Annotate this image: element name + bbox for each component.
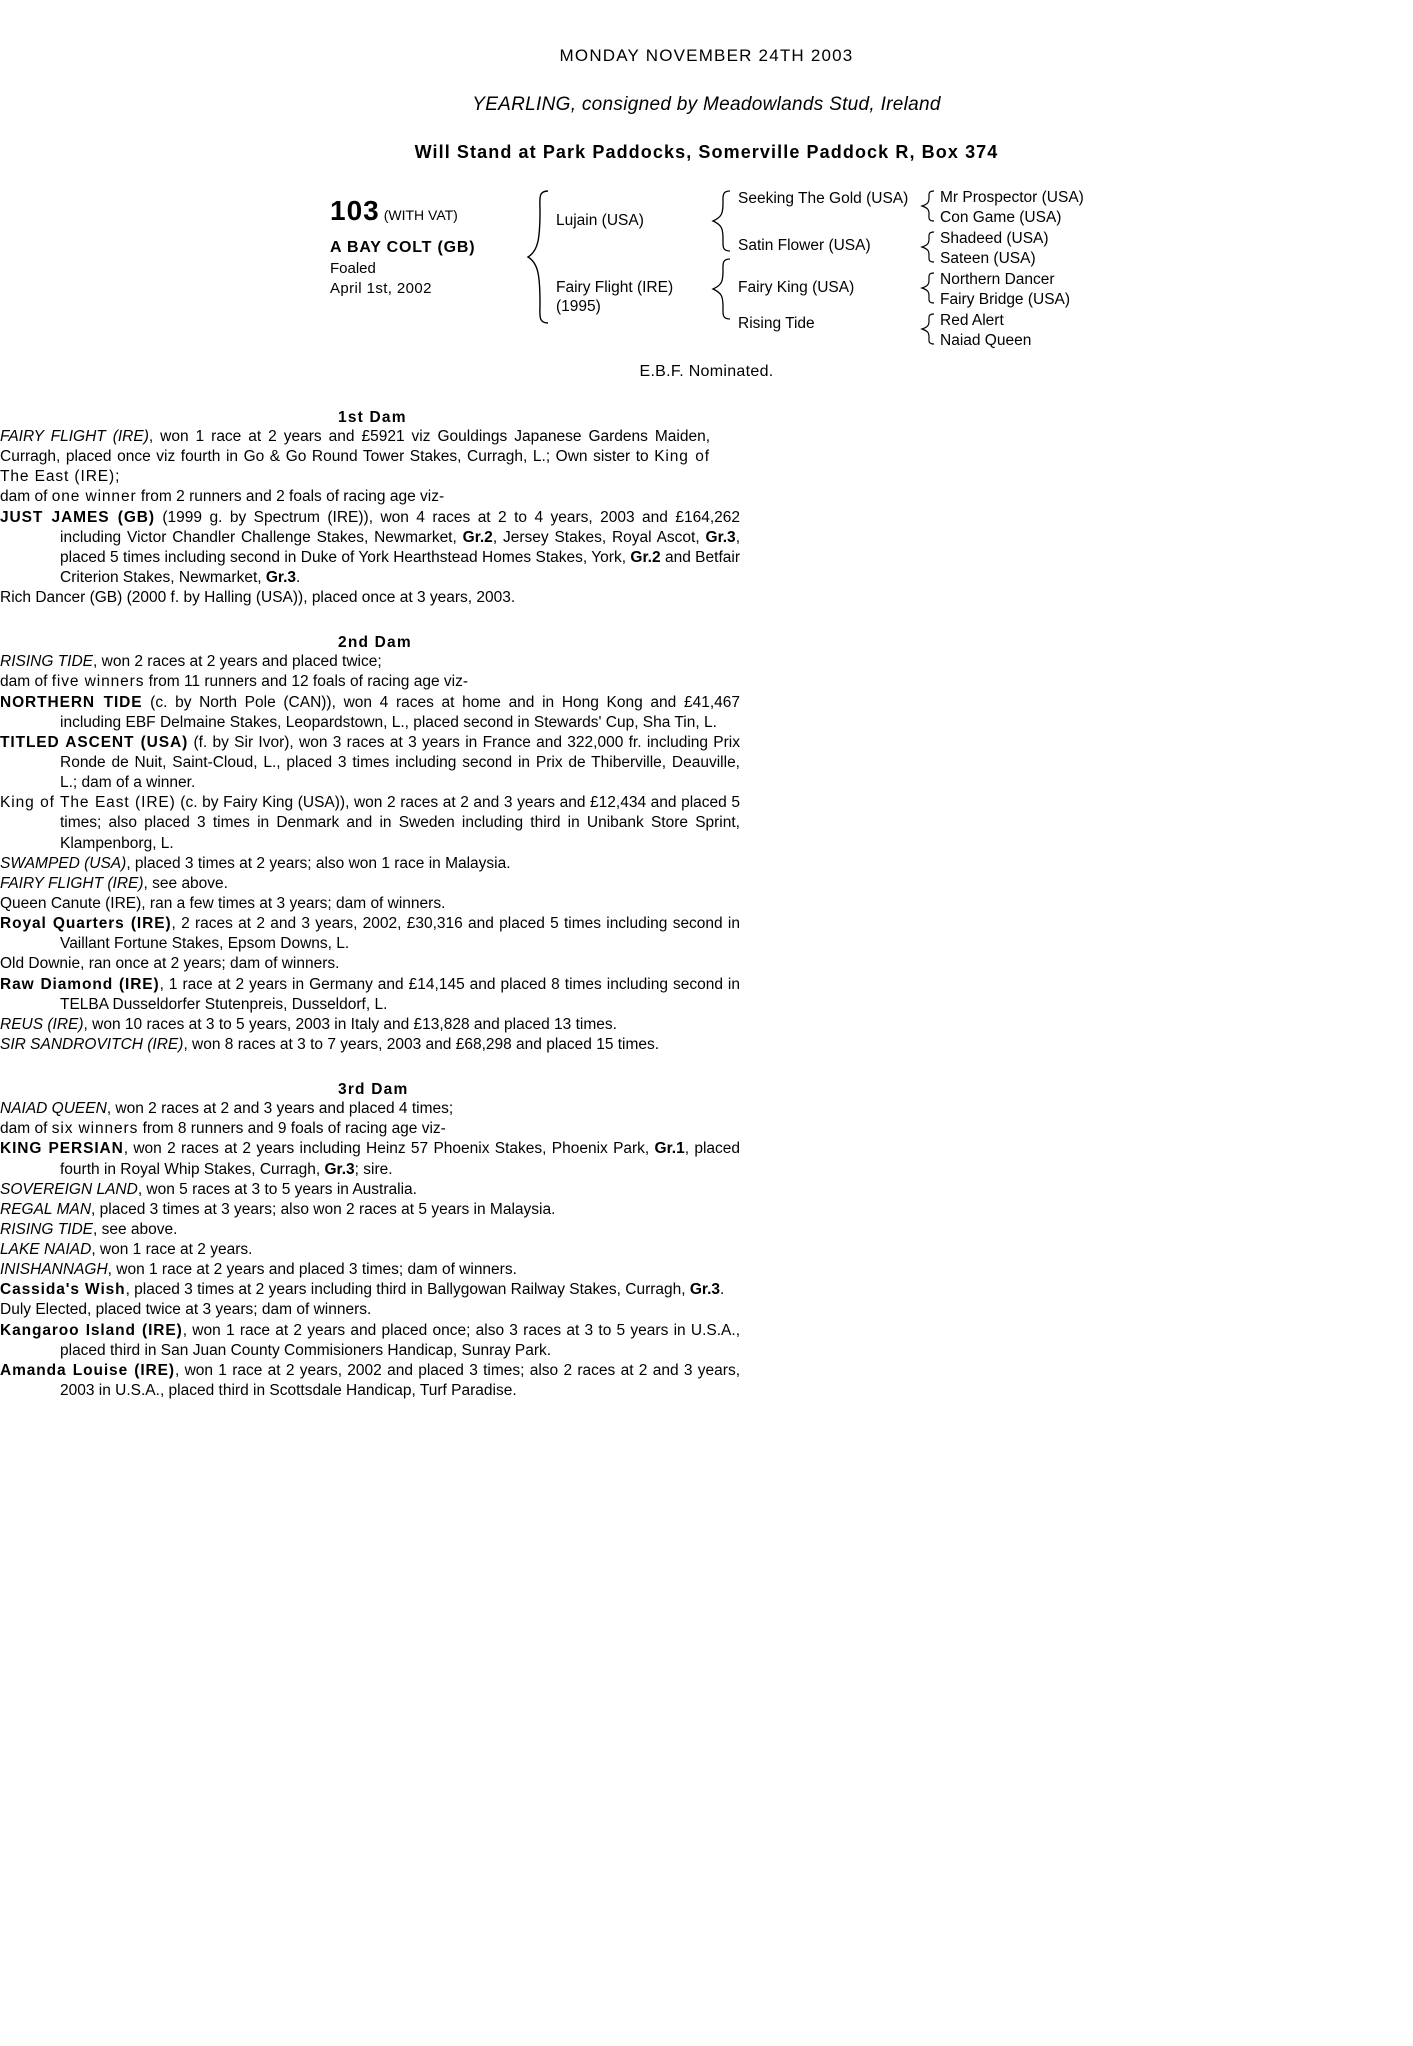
text-run: dam of <box>0 673 52 691</box>
pedigree-entry <box>0 1280 740 1300</box>
pedigree-entry <box>0 1300 768 1320</box>
pedigree-entry <box>0 914 740 954</box>
dam-heading: 1st Dam <box>338 409 407 426</box>
text-run: SWAMPED (USA) <box>0 854 127 872</box>
text-run: , 1 race at 2 years in Germany and £14,145 and placed 8 times including second in TELBA Dusseldorfer Stutenpreis, Dusseldorf, L. <box>60 975 740 1013</box>
sire-sire-name <box>738 190 913 209</box>
pedigree-entry <box>0 1139 740 1179</box>
text-run: Rich Dancer (GB) (2000 f. by Halling (USA)), placed once at 3 years, 2003. <box>0 589 516 607</box>
pedigree-entry <box>0 588 768 608</box>
pedigree-brace-outer <box>524 189 550 325</box>
stand-location-line: Will Stand at Park Paddocks, Somerville Paddock R, Box 374 <box>414 142 999 162</box>
text-run: , see above. <box>93 1220 178 1238</box>
text-run: ; sire. <box>354 1160 393 1178</box>
text-run: . <box>720 1281 725 1299</box>
text-run: , won 5 races at 3 to 5 years in Australia. <box>137 1180 417 1198</box>
sire-name: Lujain (USA) <box>556 212 644 229</box>
pedigree-entry <box>0 1180 768 1200</box>
text-run: , placed fourth in Royal Whip Stakes, Curragh, <box>60 1140 740 1178</box>
text-run: Raw Diamond (IRE) <box>0 975 160 993</box>
sale-date: MONDAY NOVEMBER 24TH 2003 <box>559 46 854 65</box>
text-run: SIR SANDROVITCH (IRE) <box>0 1035 184 1053</box>
text-run: . <box>296 568 301 586</box>
dam-dam-name: Rising Tide <box>738 315 815 332</box>
text-run: , won 2 races at 2 years and placed twice; <box>93 653 382 671</box>
dam-heading: 2nd Dam <box>338 634 412 652</box>
text-run: , see above. <box>143 874 228 892</box>
text-run: and Betfair Criterion Stakes, Newmarket, <box>60 548 740 586</box>
dam-year: (1995) <box>556 298 601 315</box>
text-run: NAIAD QUEEN <box>0 1100 107 1118</box>
text-run: Amanda Louise (IRE) <box>0 1361 175 1379</box>
pedigree-entry <box>0 1200 768 1220</box>
text-run: Gr.2 <box>630 548 661 566</box>
text-run: , won 1 race at 2 years, 2002 and placed 3 times; also 2 races at 2 and 3 years, 2003 in U.S.A., placed third in Scottsdale Handicap, Turf Paradise. <box>60 1361 741 1400</box>
pedigree-entry <box>0 672 710 692</box>
pedigree-entry <box>0 1220 768 1240</box>
lot-description: A BAY COLT (GB) <box>330 239 476 256</box>
pedigree-entry <box>0 1035 740 1055</box>
dam-sire-name: Fairy King (USA) <box>738 279 855 296</box>
g3-name-1: Mr Prospector (USA) <box>940 189 1084 206</box>
pedigree-entry <box>0 733 740 793</box>
dam-heading: 3rd Dam <box>338 1081 409 1099</box>
text-run: six winners <box>51 1120 139 1138</box>
text-run: Gr.3 <box>265 568 297 586</box>
pedigree-entry <box>0 1361 740 1401</box>
pedigree-brace-g3-3 <box>920 271 936 305</box>
text-run: , 2 races at 2 and 3 years, 2002, £30,316 and placed 5 times including second in Vaillant Fortune Stakes, Epsom Downs, L. <box>60 915 740 953</box>
text-run: ; <box>115 468 120 486</box>
text-run: Cassida's Wish <box>0 1281 126 1299</box>
dam-section <box>0 634 1413 1055</box>
text-run: SOVEREIGN LAND <box>0 1180 138 1198</box>
pedigree-text <box>0 409 1413 1401</box>
text-run: (c. by Fairy King (USA)), won 2 races at 2 and 3 years and £12,434 and placed 5 times; also placed 3 times in Denmark and in Sweden including third in Unibank Store Sprint, Klampenborg, L. <box>60 794 740 852</box>
pedigree-entry <box>0 975 740 1015</box>
text-run: , won 1 race at 2 years and £5921 viz Gouldings Japanese Gardens Maiden, Curragh, placed once viz fourth in Go & Go Round Tower Stakes, Curragh, L.; Own sister to <box>0 428 711 466</box>
text-run: FAIRY FLIGHT (IRE) <box>0 428 149 445</box>
g3-name-3: Shadeed (USA) <box>940 230 1049 247</box>
text-run: Gr.2 <box>462 528 493 546</box>
consignment-line: YEARLING, consigned by Meadowlands Stud, Ireland <box>472 94 941 115</box>
dam-section <box>0 1081 1413 1401</box>
pedigree-entry <box>0 1099 710 1119</box>
pedigree-entry <box>0 487 710 507</box>
text-run: , won 2 races at 2 years including Heinz 57 Phoenix Stakes, Phoenix Park, <box>123 1140 655 1158</box>
g3-name-7: Red Alert <box>940 312 1004 329</box>
text-run: REUS (IRE) <box>0 1015 84 1033</box>
lot-number: 103 <box>330 195 380 226</box>
pedigree-brace-dam <box>710 257 732 321</box>
pedigree-entry <box>0 508 740 589</box>
g3-name-6: Fairy Bridge (USA) <box>940 291 1071 308</box>
text-run: , won 1 race at 2 years and placed once; also 3 races at 3 to 5 years in U.S.A., placed third in San Juan County Commisioners Handicap, Sunray Park. <box>60 1321 740 1359</box>
text-run: , placed 3 times at 2 years including third in Ballygowan Railway Stakes, Curragh, <box>125 1281 690 1299</box>
lot-vat-note: (WITH VAT) <box>383 207 458 223</box>
sire-sire-label: Seeking The Gold (USA) <box>738 190 909 207</box>
pedigree-entry <box>0 854 768 874</box>
text-run: LAKE NAIAD <box>0 1241 92 1259</box>
text-run: , won 1 race at 2 years and placed 3 times; dam of winners. <box>107 1261 517 1279</box>
text-run: Gr.3 <box>705 528 736 546</box>
text-run: RISING TIDE <box>0 653 94 671</box>
pedigree-entry <box>0 1119 710 1139</box>
pedigree-entry <box>0 693 740 733</box>
pedigree-entry <box>0 427 710 487</box>
text-run: dam of <box>0 488 52 506</box>
sire-dam-name: Satin Flower (USA) <box>738 237 871 254</box>
text-run: from 2 runners and 2 foals of racing age viz- <box>136 488 445 506</box>
text-run: , won 2 races at 2 and 3 years and placed 4 times; <box>106 1100 454 1118</box>
text-run: from 11 runners and 12 foals of racing age viz- <box>144 673 469 691</box>
text-run: King of The East (IRE) <box>0 794 176 812</box>
pedigree-brace-g3-2 <box>920 230 936 264</box>
text-run: , won 10 races at 3 to 5 years, 2003 in Italy and £13,828 and placed 13 times. <box>83 1015 617 1033</box>
text-run: TITLED ASCENT (USA) <box>0 733 189 751</box>
text-run: , placed 3 times at 3 years; also won 2 races at 5 years in Malaysia. <box>91 1200 556 1218</box>
text-run: from 8 runners and 9 foals of racing age viz- <box>138 1120 446 1138</box>
pedigree-entry <box>0 1015 740 1035</box>
text-run: five winners <box>51 673 145 691</box>
foaled-label: Foaled <box>330 260 376 277</box>
text-run: Old Downie, ran once at 2 years; dam of winners. <box>0 955 340 973</box>
text-run: JUST JAMES (GB) <box>0 508 155 526</box>
foaled-date: April 1st, 2002 <box>330 280 432 297</box>
ebf-note: E.B.F. Nominated. <box>639 363 774 380</box>
g3-name-2: Con Game (USA) <box>940 209 1062 226</box>
text-run: KING PERSIAN <box>0 1140 124 1158</box>
text-run: Gr.3 <box>324 1160 355 1178</box>
dam-name: Fairy Flight (IRE) <box>556 279 674 296</box>
text-run: , placed 5 times including second in Duke of York Hearthstead Homes Stakes, York, <box>60 528 740 566</box>
pedigree-entry <box>0 1260 768 1280</box>
text-run: Duly Elected, placed twice at 3 years; dam of winners. <box>0 1301 372 1319</box>
pedigree-entry <box>0 874 768 894</box>
text-run: , Jersey Stakes, Royal Ascot, <box>492 528 706 546</box>
text-run: (1999 g. by Spectrum (IRE)), won 4 races at 2 to 4 years, 2003 and £164,262 including Victor Chandler Challenge Stakes, Newmarket, <box>60 508 740 546</box>
text-run: INISHANNAGH <box>0 1261 108 1279</box>
text-run: Gr.1 <box>654 1140 685 1158</box>
text-run: King of The East (IRE) <box>0 448 710 486</box>
text-run: Kangaroo Island (IRE) <box>0 1321 183 1339</box>
text-run: one winner <box>51 488 137 506</box>
text-run: , won 1 race at 2 years. <box>91 1241 253 1259</box>
catalogue-page <box>0 46 1413 2046</box>
text-run: (f. by Sir Ivor), won 3 races at 3 years in France and 322,000 fr. including Prix Ronde de Nuit, Saint-Cloud, L., placed 3 times including second in Prix de Thiberville, Deauville, L.; dam of a winner. <box>60 733 741 792</box>
text-run: , won 8 races at 3 to 7 years, 2003 and £68,298 and placed 15 times. <box>183 1035 660 1053</box>
pedigree-brace-g3-4 <box>920 312 936 346</box>
pedigree-entry <box>0 793 740 853</box>
text-run: , placed 3 times at 2 years; also won 1 race in Malaysia. <box>126 854 511 872</box>
pedigree-entry <box>0 1240 768 1260</box>
g3-name-8: Naiad Queen <box>940 332 1032 349</box>
pedigree-diagram <box>0 185 1413 349</box>
text-run: REGAL MAN <box>0 1200 92 1218</box>
pedigree-entry <box>0 894 768 914</box>
pedigree-entry <box>0 652 710 672</box>
text-run: (c. by North Pole (CAN)), won 4 races at home and in Hong Kong and £41,467 including EBF Delmaine Stakes, Leopardstown, L., placed second in Stewards' Cup, Sha Tin, L. <box>60 693 740 731</box>
text-run: NORTHERN TIDE <box>0 693 143 711</box>
text-run: Queen Canute (IRE), ran a few times at 3 years; dam of winners. <box>0 894 446 912</box>
text-run: FAIRY FLIGHT (IRE) <box>0 874 144 892</box>
pedigree-entry <box>0 954 768 974</box>
pedigree-brace-g3-1 <box>920 189 936 223</box>
text-run: Royal Quarters (IRE) <box>0 915 172 933</box>
lot-details <box>330 195 540 297</box>
g3-name-4: Sateen (USA) <box>940 250 1036 267</box>
pedigree-brace-sire <box>710 189 732 253</box>
g3-name-5: Northern Dancer <box>940 271 1055 288</box>
text-run: RISING TIDE <box>0 1220 94 1238</box>
text-run: Gr.3 <box>689 1281 721 1299</box>
dam-section <box>0 409 1413 608</box>
text-run: dam of <box>0 1120 52 1138</box>
pedigree-entry <box>0 1321 740 1361</box>
